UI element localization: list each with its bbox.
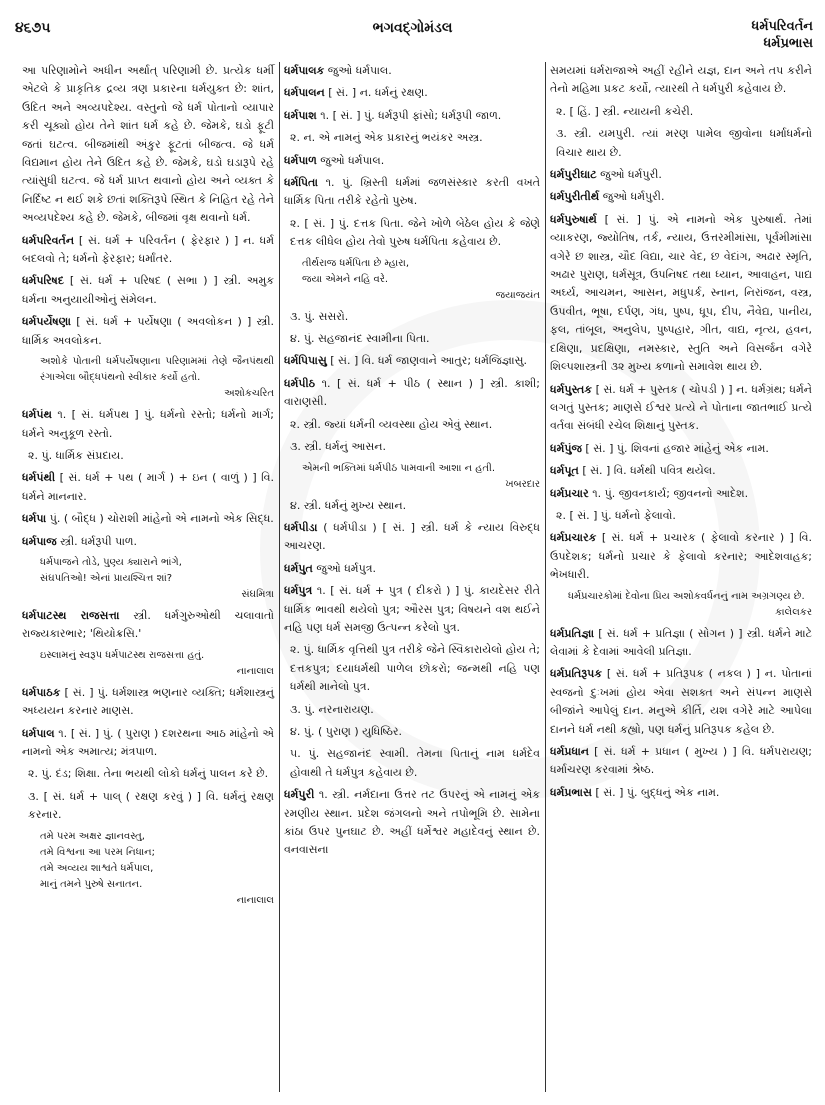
headword: ધર્મપુરીઘાટ xyxy=(550,168,597,182)
dictionary-entry xyxy=(22,684,274,721)
sense: ૪. સ્ત્રી. ધર્મનું મુખ્ય સ્થાન. xyxy=(290,498,407,512)
citation-quote xyxy=(284,461,540,493)
dictionary-entry xyxy=(22,313,274,350)
dictionary-entry xyxy=(22,232,274,269)
column-3 xyxy=(550,62,812,806)
dictionary-entry xyxy=(284,352,540,370)
definition: [ સં. ] પું. શિવનાં હજાર માંહેનું એક નામ. xyxy=(585,441,769,455)
definition: સ્ત્રી. ધર્મગુરુઓથી ચલાવાતો રાજ્યકારભાર; 'થિયોક્રસિ.' xyxy=(22,608,274,641)
headword: ધર્મપા xyxy=(22,512,47,526)
dictionary-entry xyxy=(22,406,274,443)
quote-line: ઇસ્લામનું સ્વરૂપ ધર્મપાટસ્થ રાજસત્તા હતું. xyxy=(40,649,205,661)
dictionary-entry xyxy=(550,381,812,436)
citation-source: કાલેલકર xyxy=(775,606,812,618)
dictionary-entry xyxy=(550,784,812,802)
sense: ૩. [ સં. ધર્મ + પાલ્ ( રક્ષણ કરવું ) ] વિ. ધર્મનું રક્ષણ કરનાર. xyxy=(28,789,274,822)
dictionary-entry xyxy=(22,533,274,551)
headword: ધર્મપુત xyxy=(284,561,313,575)
headword: ધર્મપાઠક xyxy=(22,685,61,699)
dictionary-entry xyxy=(284,786,540,860)
headword: ધર્મપાલ xyxy=(22,726,55,740)
quote-line: એમની ભક્તિમાં ધર્મપીઠ પામવાની આશા ન હતી. xyxy=(302,462,496,474)
sense: ૩. સ્ત્રી. યમપુરી. ત્યાં મરણ પામેલ જીવોના ધર્માધર્મનો વિચાર થાય છે. xyxy=(556,127,812,159)
definition: ૧. [ સં. ધર્મ + પીઠ ( સ્થાન ) ] સ્ત્રી. કાશી; વારાણસી. xyxy=(284,376,540,409)
running-title: ભગવદ્ગોમંડલ xyxy=(372,20,453,36)
headword: ધર્મપ્રચારક xyxy=(550,531,597,545)
dictionary-entry xyxy=(550,166,812,184)
sense: ૨. [ સં. ] પું. ધર્મનો ફેલાવો. xyxy=(556,508,676,522)
guide-word-last: ધર્મપ્રભાસ xyxy=(763,36,813,51)
headword: ધર્મપુંજ xyxy=(550,441,582,455)
dictionary-entry xyxy=(284,375,540,412)
headword: ધર્મપિતા xyxy=(284,176,318,190)
definition: જુઓ ધર્મપુત્ર. xyxy=(316,561,376,575)
dictionary-entry xyxy=(22,469,274,506)
quote-line: અશોકે પોતાની ધર્મપર્યેષણાના પરિણામમાં તેણે જૈનપંથથી રંગાએલા બૌદ્ધપંથનો સ્વીકાર કર્યો હતો. xyxy=(40,356,274,384)
definition: જુઓ ધર્મપુરી. xyxy=(602,190,665,204)
definition: [ સં. ] પું. એ નામનો એક પુરુષાર્થ. તેમાં વ્યાકરણ, જ્યોતિષ, તર્ક, ન્યાય, ઉત્તરમીમાંસા, પૂર્વમીમાંસા વગેરે છ શાસ્ત્ર, ચૌદ વિદ્યા, ચાર વેદ, છ વેદાંગ, અઢાર સ્મૃતિ, અઢાર પુરાણ, ધર્મસૂત્ર, ઉપનિષદ તથા ધ્યાન, આવાહન, પાદ્ય અર્ઘ્ય, આચમન, આસન, મધુપર્ક, સ્નાન, નિરાંજન, વસ્ત્ર, ઉપવીત, ભૂષા, દર્પણ, ગંધ, પુષ્પ, ધૂપ, દીપ, નૈવેદ્ય, પાનીય, ફલ, તાંબૂલ, અનુલેપ, પુષ્પહાર, ગીત, વાદ્ય, નૃત્ય, હવન, દક્ષિણા, પ્રદક્ષિણા, નમસ્કાર, સ્તુતિ અને વિસર્જન વગેરે શિલ્પશાસ્ત્રની ૩૨ મુખ્ય કળાનો સમાવેશ થાય છે. xyxy=(550,212,812,374)
citation-quote xyxy=(22,354,274,402)
definition: ૧. પું. ખ્રિસ્તી ધર્મમાં જળસંસ્કાર કરતી વખતે ધાર્મિક પિતા તરીકે રહેતો પુરુષ. xyxy=(284,176,540,208)
definition: [ સં. ધર્મ + પ્રચારક ( ફેલાવો કરનાર ) ] વિ. ઉપદેશક; ધર્મનો પ્રચાર કે ફેલાવો કરનાર; આદેશવાહક; ભેખધારી. xyxy=(550,531,813,582)
definition: જુઓ ધર્મપાલ. xyxy=(327,64,392,77)
headword: ધર્મપુરીતીર્થ xyxy=(550,190,600,204)
guide-words xyxy=(752,18,813,52)
quote-line: તીર્થરાજ ધર્મપિતા છે મ્હારા, xyxy=(302,257,410,269)
headword: ધર્મપ્રતિજ્ઞા xyxy=(550,626,595,640)
quote-line: તમે અવ્યય શાશ્વતે ધર્મપાલ, xyxy=(40,862,154,874)
dictionary-entry xyxy=(284,62,540,80)
definition: [ સં. ] વિ. ધર્મ જાણવાને આતુર; ધર્મજિજ્ઞાસુ. xyxy=(330,354,527,368)
definition: [ સં. ધર્મ + પ્રધાન ( મુખ્ય ) ] વિ. ધર્મપરાયણ; ધર્માચરણ કરવામાં શ્રેષ્ઠ. xyxy=(550,745,813,777)
headword: ધર્મપાલન xyxy=(284,86,325,100)
headword: ધર્મપુસ્તક xyxy=(550,382,593,396)
column-1 xyxy=(22,62,274,913)
headword: ધર્મપ્રધાન xyxy=(550,745,589,758)
definition: [ સં. ] ન. ધર્મનું રક્ષણ. xyxy=(328,86,428,100)
column-2 xyxy=(284,62,540,864)
continued-text: સમયમાં ધર્મરાજાએ અહીં રહીને યજ્ઞ, દાન અને તપ કરીને તેનો મહિમા પ્રકટ કર્યો, ત્યારથી તે ધર્મપુરી કહેવાય છે. xyxy=(550,64,812,96)
citation-source: અશોકચરિત xyxy=(224,388,274,400)
column-divider xyxy=(545,62,546,1092)
dictionary-entry xyxy=(550,440,812,458)
headword: ધર્મપિપાસુ xyxy=(284,354,327,368)
dictionary-entry xyxy=(550,462,812,480)
definition: પું. ( બૌદ્ધ ) ચોરાશી માંહેનો એ નામનો એક સિદ્ધ. xyxy=(49,512,274,526)
headword: ધર્મપુરી xyxy=(284,788,315,802)
quote-line: તમે વિશ્વના આ પરમ નિધાન; xyxy=(40,846,155,858)
citation-quote xyxy=(284,256,540,304)
sense: ૨. [ હિં. ] સ્ત્રી. ન્યાયની કચેરી. xyxy=(556,104,694,118)
sense: ૨. પું. ધાર્મિક વૃત્તિથી પુત્ર તરીકે જેને સ્વિકારાયેલો હોય તે; દત્તકપુત્ર; દયાધર્મથી પાળેલ છોકરો; જન્મથી નહિ પણ ધર્મથી માનેલો પુત્ર. xyxy=(290,643,540,694)
headword: ધર્મપરિવર્તન xyxy=(22,233,75,247)
headword: ધર્મપંથી xyxy=(22,471,56,485)
dictionary-entry xyxy=(284,560,540,578)
headword: ધર્મપાલક xyxy=(284,64,325,77)
column-divider xyxy=(279,62,280,1092)
definition: ૧. [ સં. ધર્મ + પુત્ર ( દીકરો ) ] પું. કાયદેસર રીતે ધાર્મિક ભાવથી થયેલો પુત્ર; ઔરસ પુત્ર; વિષયને વશ થઈને નહિ પણ ધર્મ સમજી ઉત્પન્ન કરેલો પુત્ર. xyxy=(284,584,540,634)
dictionary-entry xyxy=(550,211,812,377)
page-number: ૪૬૭૫ xyxy=(15,20,51,36)
definition: ૧. [ સં. ] પું. ( પુરાણ ) દશરથના આઠ માંહેનો એ નામનો એક અમાત્ય; મંત્રપાળ. xyxy=(22,726,274,758)
definition: ૧. [ સં. ધર્મપથ ] પું. ધર્મનો રસ્તો; ધર્મનો માર્ગ; ધર્મને અનુકૂળ રસ્તો. xyxy=(22,408,274,440)
headword: ધર્મપ્રભાસ xyxy=(550,785,592,799)
citation-source: નાનાલાલ xyxy=(236,894,274,906)
definition: [ સં. ધર્મ + પુસ્તક ( ચોપડી ) ] ન. ધર્મગ્રંથ; ધર્મને લગતું પુસ્તક; માણસે ઈશ્વર પ્રત્યે ને પોતાના જાતભાઈ પ્રત્યે વર્તવા સંબંધી રચેલ શિક્ષાનું પુસ્તક. xyxy=(550,382,812,433)
definition: [ સં. ] પું. બુદ્ધનું એક નામ. xyxy=(595,785,720,799)
sense: ૪. પું. ( પુરાણ ) યુધિષ્ઠિર. xyxy=(290,724,403,738)
dictionary-entry xyxy=(22,725,274,762)
dictionary-entry xyxy=(284,107,540,125)
sense: ૫. પું. સહજાનંદ સ્વામી. તેમના પિતાનું નામ ધર્મદેવ હોવાથી તે ધર્મપુત્ર કહેવાય છે. xyxy=(290,747,540,779)
definition: ૧. સ્ત્રી. નર્મદાના ઉત્તર તટ ઉપરનું એ નામનું એક રમણીય સ્થાન. પ્રદેશ જંગલનો અને તપોભૂમિ છે. સામેના કાંઠા ઉપર પુનઘાટ છે. અહીં ધર્મેશ્વર મહાદેવનું સ્થાન છે. વનવાસના xyxy=(284,788,540,857)
citation-quote xyxy=(22,648,274,680)
definition: [ સં. ધર્મ + પર્યેષણા ( અવલોકન ) ] સ્ત્રી. ધાર્મિક અવલોકન. xyxy=(22,315,274,347)
dictionary-entry xyxy=(22,607,274,644)
definition: જુઓ ધર્મપાલ. xyxy=(320,153,385,167)
quote-line: તમે પરમ અક્ષર જ્ઞાનવસ્તુ, xyxy=(40,830,145,842)
dictionary-entry xyxy=(550,485,812,503)
continued-text: આ પરિણામોને અધીન અર્થાત્ પરિણામી છે. પ્રત્યેક ધર્મી એટલે કે પ્રાકૃતિક દ્રવ્ય ત્રણ પ્રકારના ધર્મયુક્ત છે: શાંત, ઉદિત અને અવ્યપદેશ્ય. વસ્તુનો જે ધર્મ પોતાનો વ્યાપાર કરી ચૂક્યો હોય તેને શાંત ધર્મ કહે છે. જેમકે, ઘડો ફૂટી જતાં ઘટત્વ. બીજમાંથી અંકુર ફૂટતાં બીજત્વ. જે ધર્મ વિદ્યમાન હોય તેને ઉદિત કહે છે. જેમકે, ઘડો ઘડારૂપે રહે ત્યાંસુધી ઘટત્વ. જે ધર્મ પ્રાપ્ત થવાનો હોય અને વ્યક્ત કે નિર્દિષ્ટ ન થઈ શકે છતાં શક્તિરૂપે સ્થિત કે નિહિત રહે તેને અવ્યપદેશ્ય કહે છે. જેમકે, બીજમાં વૃક્ષ થવાનો ધર્મ. xyxy=(22,64,274,225)
dictionary-entry xyxy=(550,188,812,206)
citation-quote xyxy=(22,555,274,603)
headword: ધર્મપીડા xyxy=(284,520,318,534)
page-header xyxy=(0,0,825,52)
dictionary-entry xyxy=(550,625,812,662)
definition: [ સં. ] પું. ધર્મશાસ્ત્ર ભણનાર વ્યક્તિ; ધર્મશાસ્ત્રનું અધ્યયન કરનાર માણસ. xyxy=(22,685,275,718)
headword: ધર્મપુરુષાર્થ xyxy=(550,212,597,226)
definition: સ્ત્રી. ધર્મરૂપી પાળ. xyxy=(60,534,137,548)
headword: ધર્મપ્રચાર xyxy=(550,486,589,500)
citation-quote xyxy=(22,829,274,909)
headword: ધર્મપર્યેષણા xyxy=(22,315,71,329)
sense: ૩. સ્ત્રી. ધર્મનું આસન. xyxy=(290,440,386,454)
dictionary-entry xyxy=(550,665,812,739)
citation-source: સંઘમિત્રા xyxy=(241,588,274,600)
definition: ૧. પું. જીવનકાર્ય; જીવનનો આદેશ. xyxy=(592,486,749,500)
headword: ધર્મપીઠ xyxy=(284,376,316,390)
dictionary-entry xyxy=(550,529,812,584)
headword: ધર્મપાળ xyxy=(284,153,317,167)
dictionary-entry xyxy=(284,84,540,102)
headword: ધર્મપ્રતિરૂપક xyxy=(550,667,603,681)
citation-source: જયાજયંત xyxy=(495,289,540,301)
definition: [ સં. ધર્મ + પરિવર્તન ( ફેરફાર ) ] ન. ધર્મ બદલવો તે; ધર્મનો ફેરફાર; ધર્માંતર. xyxy=(22,233,275,266)
dictionary-entry xyxy=(550,743,812,780)
headword: ધર્મપૂત xyxy=(550,464,579,478)
dictionary-entry xyxy=(284,519,540,556)
dictionary-entry xyxy=(22,510,274,528)
guide-word-first: ધર્મપરિવર્તન xyxy=(751,19,813,34)
headword: ધર્મપરિષદ xyxy=(22,274,64,288)
sense: ૨. ન. એ નામનું એક પ્રકારનું ભયંકર અસ્ત્ર. xyxy=(290,131,483,145)
definition: ( ધર્મપીડા ) [ સં. ] સ્ત્રી. ધર્મ કે ન્યાય વિરુદ્ધ આચરણ. xyxy=(284,520,540,553)
definition: ૧. [ સં. ] પું. ધર્મરૂપી ફાંસો; ધર્મરૂપી જાળ. xyxy=(320,108,502,122)
definition: [ સં. ] વિ. ધર્મથી પવિત્ર થયેલ. xyxy=(582,464,716,478)
quote-line: સંઘપતિઓ! એનાં પ્રાયશ્ચિત્ત શાં? xyxy=(40,572,173,584)
sense: ૨. પું. ધાર્મિક સંપ્રદાય. xyxy=(28,448,124,462)
quote-line: માનું તમને પુરુષે સનાતન. xyxy=(40,878,143,890)
sense: ૨. [ સં. ] પું. દત્તક પિતા. જેને ખોળે બેઠેલ હોય કે જેણે દત્તક લીધેલ હોય તેવો પુરુષ ધર્મપિતા કહેવાય છે. xyxy=(290,216,540,249)
headword: ધર્મપાશ xyxy=(284,108,317,122)
sense: ૩. પું. સસરો. xyxy=(290,309,349,323)
sense: ૩. પું. નરનારાયણ. xyxy=(290,702,374,716)
sense: ૨. સ્ત્રી. જ્યાં ધર્મની વ્યવસ્થા હોય એવું સ્થાન. xyxy=(290,417,493,431)
definition: [ સં. ધર્મ + પ્રતિરૂપક ( નકલ ) ] ન. પોતાનાં સ્વજનો દુઃખમાં હોય એવા સશક્ત અને સંપન્ન માણસે બીજાંને આપેલું દાન. મનુએ કીર્તિ, યશ વગેરે માટે આપેલા દાનને ધર્મ નથી કહ્યો, પણ ધર્મનું પ્રતિરૂપક કહેલ છે. xyxy=(550,667,812,736)
headword: ધર્મપંથ xyxy=(22,408,52,422)
citation-quote xyxy=(550,589,812,621)
quote-line: ધર્મપ્રચારકોમાં દેવોના પ્રિય અશોકવર્ધનનું નામ અગ્રગણ્ય છે. xyxy=(568,590,805,602)
sense: ૪. પું. સહજાનંદ સ્વામીના પિતા. xyxy=(290,332,430,346)
citation-source: નાનાલાલ xyxy=(236,665,274,677)
citation-source: ખબરદાર xyxy=(505,478,540,490)
definition: [ સં. ધર્મ + પરિષદ ( સભા ) ] સ્ત્રી. અમુક ધર્મના અનુયાયીઓનું સંમેલન. xyxy=(22,274,275,306)
definition: [ સં. ધર્મ + પ્રતિજ્ઞા ( સોગન ) ] સ્ત્રી. ધર્મને માટે લેવામાં કે દેવામાં આવેલી પ્રતિજ્ઞા. xyxy=(550,626,812,658)
definition: જુઓ ધર્મપુરી. xyxy=(600,168,662,182)
headword: ધર્મપાટસ્થ રાજસત્તા xyxy=(22,608,120,622)
dictionary-entry xyxy=(284,152,540,170)
definition: [ સં. ધર્મ + પથ ( માર્ગ ) + ઇન ( વાળું ) ] વિ. ધર્મને માનનાર. xyxy=(22,471,274,503)
headword: ધર્મપુત્ર xyxy=(284,584,313,598)
quote-line: ધર્મપાજને તોડે, પુણ્ય ક્યારાને ભાંગે, xyxy=(40,556,182,568)
dictionary-entry xyxy=(284,174,540,211)
quote-line: જયા એમને નહિ વરે. xyxy=(302,273,389,285)
dictionary-entry xyxy=(284,582,540,637)
sense: ૨. પું. દંડ; શિક્ષા. તેના ભયથી લોકો ધર્મનું પાલન કરે છે. xyxy=(28,767,269,781)
headword: ધર્મપાજ xyxy=(22,534,57,548)
dictionary-entry xyxy=(22,272,274,309)
